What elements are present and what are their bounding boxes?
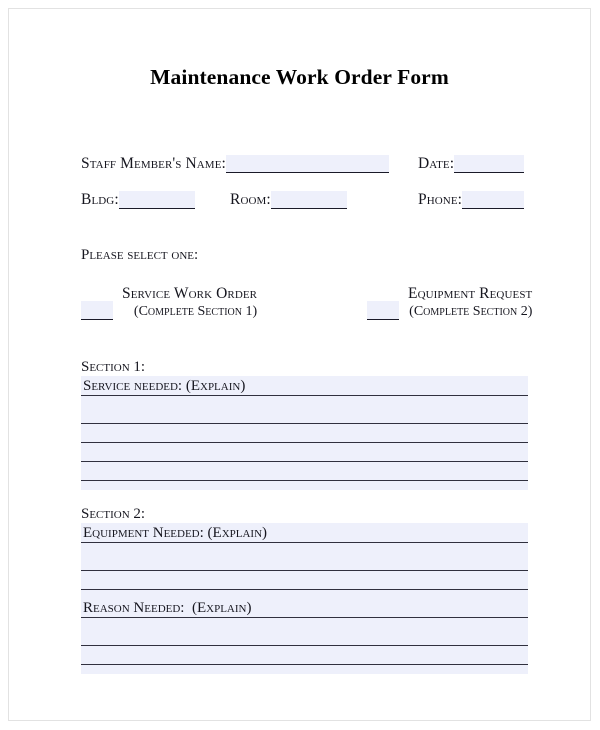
spacer [81,396,528,405]
page-title: Maintenance Work Order Form [150,65,449,89]
staff-name-field-row [81,155,389,173]
spacer [81,481,528,490]
equipment-request-sublabel: (Complete Section 2) [409,304,533,319]
staff-name-label: Staff Member's Name: [81,155,226,172]
equipment-request-label: Equipment Request [408,285,533,302]
service-needed-line[interactable] [81,424,528,443]
phone-input[interactable] [462,191,524,209]
select-one-prompt: Please select one: [81,247,199,263]
equipment-needed-label: Equipment Needed: (Explain) [83,525,268,541]
equipment-request-checkbox[interactable] [367,301,399,320]
service-work-order-checkbox[interactable] [81,301,113,320]
spacer [81,543,528,552]
form-page [8,8,591,721]
reason-needed-line[interactable] [81,627,528,646]
date-label: Date: [418,155,455,172]
service-needed-line[interactable] [81,405,528,424]
service-needed-line[interactable] [81,443,528,462]
service-work-order-label: Service Work Order [122,285,258,302]
phone-field-row [418,191,524,209]
choice-equipment-request[interactable] [367,285,532,320]
reason-needed-line[interactable] [81,646,528,665]
staff-name-input[interactable] [226,155,389,173]
section-1-heading: Section 1: [81,359,146,375]
bldg-input[interactable] [119,191,195,209]
service-work-order-text [122,285,257,320]
phone-label: Phone: [418,191,463,208]
reason-needed-label: Reason Needed: (Explain) [83,600,252,616]
equipment-request-text [408,285,532,320]
section-2-heading: Section 2: [81,506,146,522]
date-input[interactable] [454,155,524,173]
bldg-label: Bldg: [81,191,119,208]
room-field-row [230,191,347,209]
spacer [81,665,528,674]
date-field-row [418,155,524,173]
service-needed-line[interactable] [81,462,528,481]
equipment-needed-line[interactable] [81,571,528,590]
spacer [81,618,528,627]
service-work-order-sublabel: (Complete Section 1) [133,304,258,319]
service-needed-label: Service needed: (Explain) [83,378,246,394]
room-input[interactable] [271,191,347,209]
bldg-field-row [81,191,195,209]
equipment-needed-line[interactable] [81,552,528,571]
choice-service-work-order[interactable] [81,285,257,320]
room-label: Room: [230,191,271,208]
